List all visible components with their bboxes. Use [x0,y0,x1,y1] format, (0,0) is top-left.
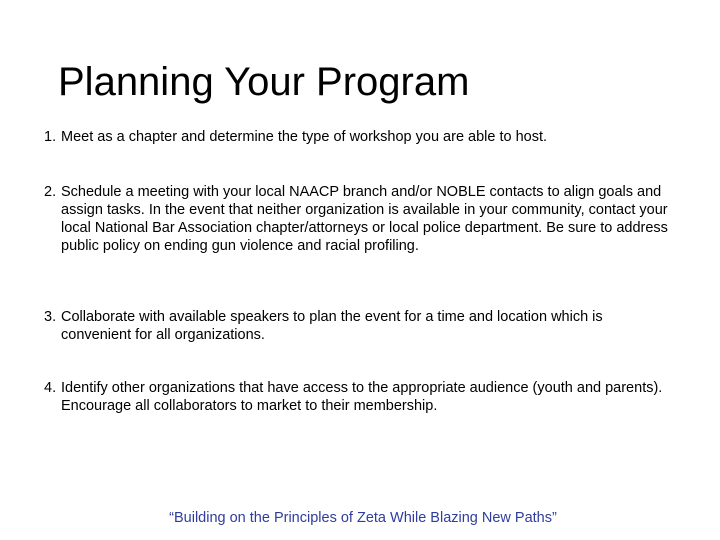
step-item-4 [44,379,674,415]
step-text: Schedule a meeting with your local NAACP branch and/or NOBLE contacts to align goals and assign tasks. In the event that neither organization is available in your community, contact your local National Bar Association chapter/attorneys or local police department. Be sure to address public policy on ending gun violence and racial profiling. [61,184,668,254]
step-text: Collaborate with available speakers to plan the event for a time and location which is convenient for all organizations. [61,309,603,343]
step-number: 2. [44,184,57,200]
footer-tagline-text: “Building on the Principles of Zeta While Blazing New Paths” [169,510,557,526]
step-item-3 [44,308,674,344]
step-number: 4. [44,380,57,396]
step-text: Identify other organizations that have access to the appropriate audience (youth and parents). Encourage all collaborators to market to their membership. [61,380,663,414]
footer-tagline [0,509,720,527]
step-item-1 [44,128,674,146]
step-number: 1. [44,129,57,145]
step-number: 3. [44,309,57,325]
slide-title: Planning Your Program [58,60,470,104]
step-text: Meet as a chapter and determine the type of workshop you are able to host. [61,129,548,145]
step-item-2 [44,183,674,255]
